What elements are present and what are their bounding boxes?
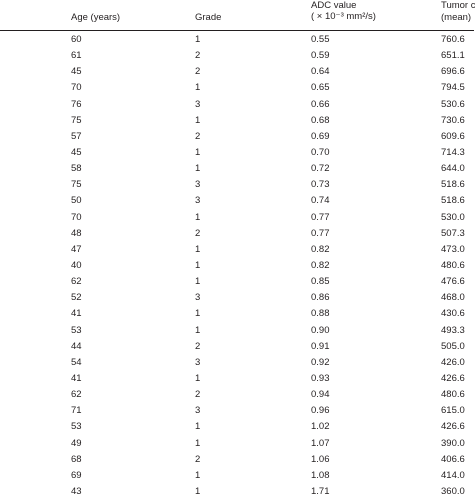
- header-grade: Grade: [195, 12, 222, 23]
- cell-grade: 1: [195, 163, 201, 175]
- cell-adc: 0.70: [311, 146, 330, 158]
- cell-adc: 0.96: [311, 405, 330, 417]
- cell-age: 43: [71, 485, 82, 497]
- cell-age: 62: [71, 276, 82, 288]
- cell-adc: 0.77: [311, 211, 330, 223]
- cell-adc: 0.65: [311, 82, 330, 94]
- cell-tumor: 696.6: [441, 66, 465, 78]
- cell-age: 75: [71, 114, 82, 126]
- cell-age: 48: [71, 227, 82, 239]
- cell-grade: 2: [195, 453, 201, 465]
- cell-tumor: 426.6: [441, 421, 465, 433]
- cell-age: 52: [71, 292, 82, 304]
- table-row: [0, 436, 474, 452]
- table-header: [0, 0, 474, 34]
- cell-adc: 0.74: [311, 195, 330, 207]
- cell-age: 57: [71, 130, 82, 142]
- table-row: [0, 452, 474, 468]
- table-row: [0, 64, 474, 80]
- cell-grade: 1: [195, 421, 201, 433]
- table-row: [0, 210, 474, 226]
- cell-tumor: 476.6: [441, 276, 465, 288]
- table-row: [0, 274, 474, 290]
- cell-grade: 1: [195, 372, 201, 384]
- table-row: [0, 258, 474, 274]
- table-row: [0, 371, 474, 387]
- cell-tumor: 426.0: [441, 356, 465, 368]
- cell-adc: 0.86: [311, 292, 330, 304]
- table-row: [0, 97, 474, 113]
- cell-adc: 0.91: [311, 340, 330, 352]
- cell-adc: 0.55: [311, 34, 330, 45]
- cell-adc: 0.93: [311, 372, 330, 384]
- cell-tumor: 406.6: [441, 453, 465, 465]
- cell-grade: 3: [195, 356, 201, 368]
- cell-grade: 2: [195, 227, 201, 239]
- cell-age: 53: [71, 324, 82, 336]
- cell-grade: 1: [195, 146, 201, 158]
- cell-tumor: 493.3: [441, 324, 465, 336]
- cell-adc: 0.69: [311, 130, 330, 142]
- cell-tumor: 473.0: [441, 243, 465, 255]
- cell-tumor: 615.0: [441, 405, 465, 417]
- table-row: [0, 339, 474, 355]
- header-adc-title: ADC value: [311, 0, 357, 11]
- cell-tumor: 507.3: [441, 227, 465, 239]
- cell-adc: 0.72: [311, 163, 330, 175]
- cell-grade: 2: [195, 130, 201, 142]
- cell-age: 70: [71, 211, 82, 223]
- cell-age: 70: [71, 82, 82, 94]
- cell-adc: 0.82: [311, 243, 330, 255]
- cell-adc: 0.82: [311, 259, 330, 271]
- table-row: [0, 242, 474, 258]
- table-row: [0, 129, 474, 145]
- cell-tumor: 518.6: [441, 179, 465, 191]
- cell-age: 69: [71, 469, 82, 481]
- cell-age: 53: [71, 421, 82, 433]
- cell-adc: 0.88: [311, 308, 330, 320]
- cell-age: 58: [71, 163, 82, 175]
- header-tumor-title: Tumor c: [441, 0, 475, 11]
- cell-age: 60: [71, 34, 82, 45]
- cell-age: 41: [71, 308, 82, 320]
- cell-tumor: 480.6: [441, 259, 465, 271]
- cell-grade: 3: [195, 195, 201, 207]
- cell-adc: 0.94: [311, 389, 330, 401]
- table-row: [0, 145, 474, 161]
- cell-age: 45: [71, 146, 82, 158]
- table-row: [0, 323, 474, 339]
- cell-grade: 3: [195, 405, 201, 417]
- cell-age: 61: [71, 50, 82, 62]
- cell-tumor: 530.0: [441, 211, 465, 223]
- cell-grade: 2: [195, 389, 201, 401]
- cell-grade: 3: [195, 98, 201, 110]
- cell-adc: 0.90: [311, 324, 330, 336]
- cell-tumor: 609.6: [441, 130, 465, 142]
- cell-grade: 1: [195, 485, 201, 497]
- cell-age: 75: [71, 179, 82, 191]
- cell-grade: 2: [195, 66, 201, 78]
- cell-adc: 0.59: [311, 50, 330, 62]
- cell-adc: 1.02: [311, 421, 330, 433]
- table-row: [0, 484, 474, 500]
- cell-age: 71: [71, 405, 82, 417]
- header-age: Age (years): [71, 12, 121, 23]
- cell-adc: 0.68: [311, 114, 330, 126]
- cell-adc: 1.71: [311, 485, 330, 497]
- cell-age: 76: [71, 98, 82, 110]
- cell-grade: 2: [195, 340, 201, 352]
- header-adc-unit: ( × 10⁻³ mm²/s): [311, 11, 376, 22]
- table-row: [0, 403, 474, 419]
- table-row: [0, 113, 474, 129]
- cell-age: 44: [71, 340, 82, 352]
- cell-grade: 1: [195, 324, 201, 336]
- cell-tumor: 530.6: [441, 98, 465, 110]
- cell-age: 68: [71, 453, 82, 465]
- table-row: [0, 419, 474, 435]
- cell-adc: 0.64: [311, 66, 330, 78]
- cell-grade: 1: [195, 82, 201, 94]
- cell-age: 40: [71, 259, 82, 271]
- table-row: [0, 226, 474, 242]
- cell-grade: 1: [195, 211, 201, 223]
- cell-age: 49: [71, 437, 82, 449]
- cell-tumor: 480.6: [441, 389, 465, 401]
- table-row: [0, 32, 474, 48]
- table-row: [0, 48, 474, 64]
- table-row: [0, 387, 474, 403]
- cell-tumor: 794.5: [441, 82, 465, 94]
- cell-age: 41: [71, 372, 82, 384]
- cell-adc: 0.77: [311, 227, 330, 239]
- cell-adc: 0.73: [311, 179, 330, 191]
- cell-tumor: 644.0: [441, 163, 465, 175]
- cell-tumor: 714.3: [441, 146, 465, 158]
- cell-adc: 1.07: [311, 437, 330, 449]
- cell-adc: 1.06: [311, 453, 330, 465]
- cell-adc: 0.66: [311, 98, 330, 110]
- table-body: [0, 32, 474, 500]
- table-row: [0, 193, 474, 209]
- table-row: [0, 80, 474, 96]
- cell-grade: 1: [195, 437, 201, 449]
- table-row: [0, 161, 474, 177]
- cell-tumor: 468.0: [441, 292, 465, 304]
- cell-tumor: 651.1: [441, 50, 465, 62]
- cell-tumor: 760.6: [441, 34, 465, 45]
- cell-tumor: 730.6: [441, 114, 465, 126]
- cell-adc: 0.85: [311, 276, 330, 288]
- cell-adc: 1.08: [311, 469, 330, 481]
- cell-tumor: 414.0: [441, 469, 465, 481]
- cell-tumor: 426.6: [441, 372, 465, 384]
- cell-tumor: 360.0: [441, 485, 465, 497]
- cell-adc: 0.92: [311, 356, 330, 368]
- table-row: [0, 177, 474, 193]
- cell-grade: 1: [195, 276, 201, 288]
- cell-grade: 1: [195, 469, 201, 481]
- cell-tumor: 505.0: [441, 340, 465, 352]
- cell-grade: 1: [195, 243, 201, 255]
- table-row: [0, 355, 474, 371]
- cell-grade: 2: [195, 50, 201, 62]
- table-row: [0, 290, 474, 306]
- cell-tumor: 430.6: [441, 308, 465, 320]
- table-row: [0, 306, 474, 322]
- cell-age: 47: [71, 243, 82, 255]
- cell-grade: 1: [195, 34, 201, 45]
- cell-tumor: 518.6: [441, 195, 465, 207]
- cell-grade: 1: [195, 308, 201, 320]
- cell-age: 62: [71, 389, 82, 401]
- cell-age: 45: [71, 66, 82, 78]
- header-tumor-mean: (mean): [441, 12, 472, 23]
- header-rule: [0, 30, 474, 31]
- cell-grade: 1: [195, 259, 201, 271]
- cell-grade: 3: [195, 292, 201, 304]
- table-row: [0, 468, 474, 484]
- cell-grade: 1: [195, 114, 201, 126]
- cell-age: 50: [71, 195, 82, 207]
- cell-grade: 3: [195, 179, 201, 191]
- cell-tumor: 390.0: [441, 437, 465, 449]
- cell-age: 54: [71, 356, 82, 368]
